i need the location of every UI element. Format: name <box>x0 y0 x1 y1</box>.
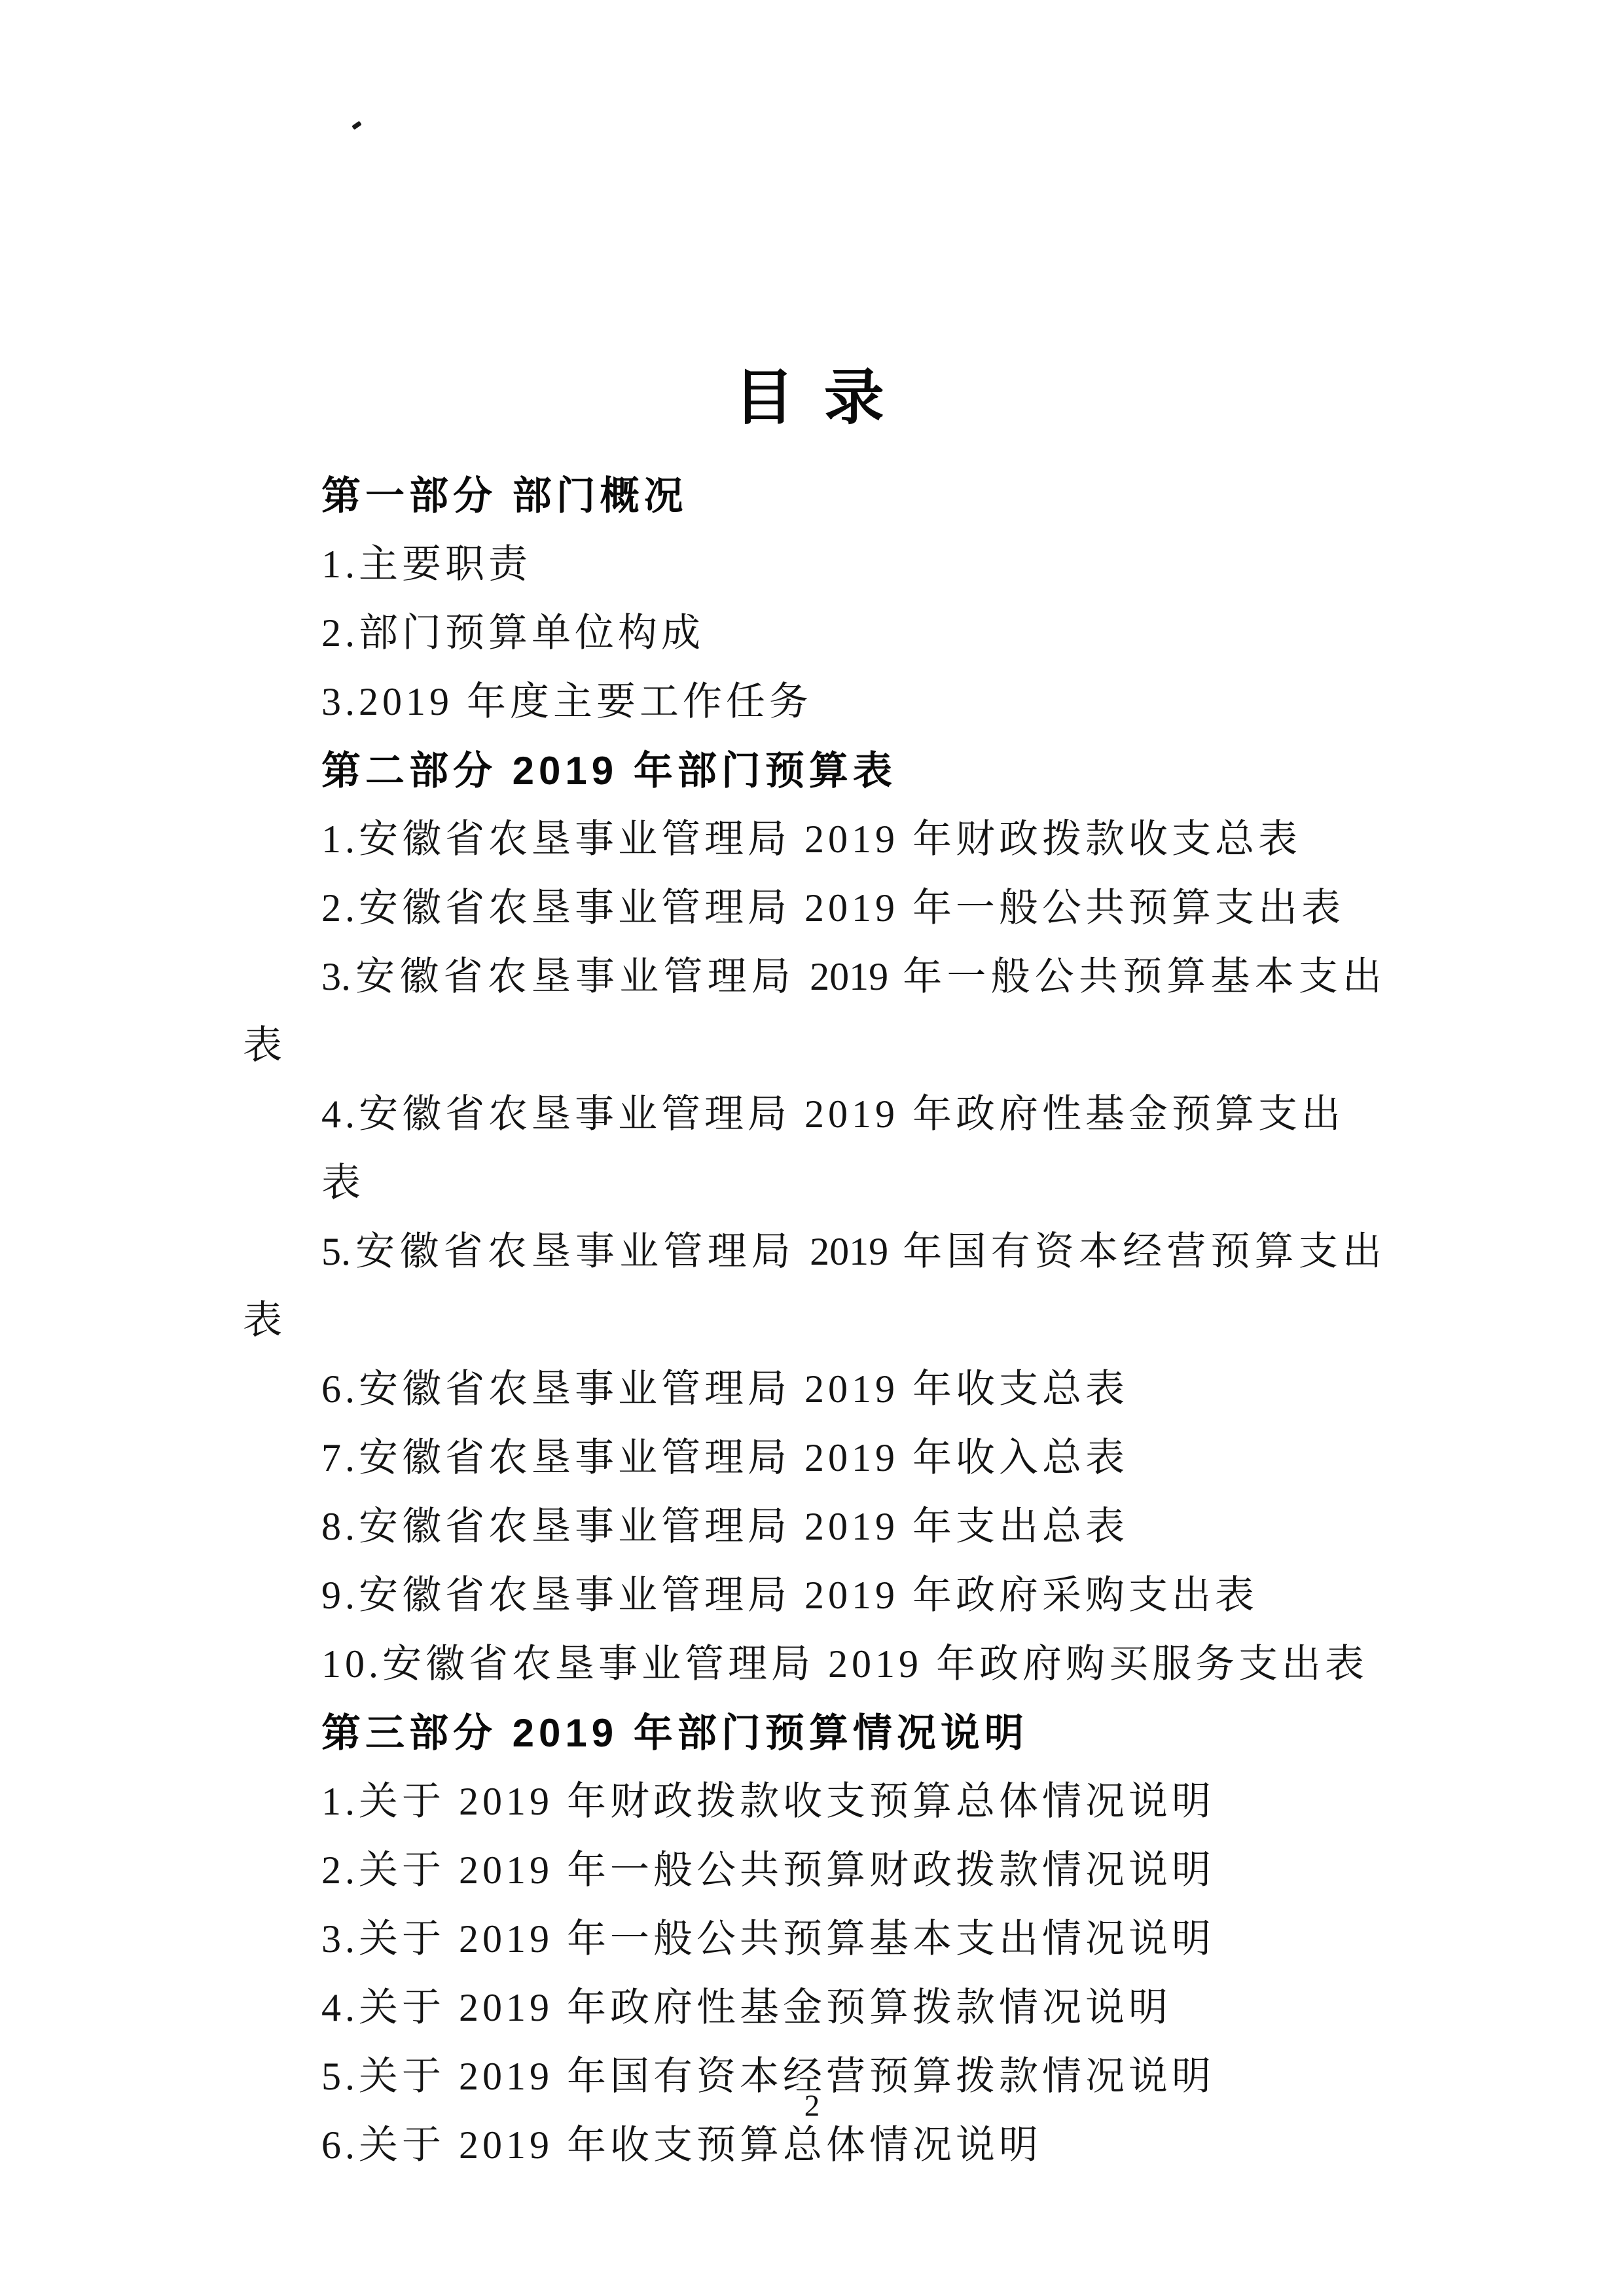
toc-item: 6.关于 2019 年收支预算总体情况说明 <box>321 2123 1042 2167</box>
toc-item: 5.关于 2019 年国有资本经营预算拨款情况说明 <box>321 2055 1215 2098</box>
scan-speck-artifact <box>352 121 361 130</box>
toc-section-heading: 第二部分 2019 年部门预算表 <box>321 749 897 793</box>
toc-item: 1.关于 2019 年财政拨款收支预算总体情况说明 <box>321 1780 1215 1823</box>
toc-item: 2.部门预算单位构成 <box>321 611 704 655</box>
page-number: 2 <box>804 2089 820 2123</box>
toc-item: 6.安徽省农垦事业管理局 2019 年收支总表 <box>321 1367 1128 1411</box>
toc-lines <box>243 461 1382 2180</box>
toc-item: 9.安徽省农垦事业管理局 2019 年政府采购支出表 <box>321 1574 1258 1617</box>
toc-item: 4.安徽省农垦事业管理局 2019 年政府性基金预算支出表 <box>321 1093 1344 1204</box>
toc-item: 2.安徽省农垦事业管理局 2019 年一般公共预算支出表 <box>321 886 1344 930</box>
toc-section-heading: 第三部分 2019 年部门预算情况说明 <box>321 1711 1028 1755</box>
toc-item: 3.关于 2019 年一般公共预算基本支出情况说明 <box>321 1917 1215 1961</box>
page-title: 目 录 <box>734 365 891 431</box>
toc-item: 4.关于 2019 年政府性基金预算拨款情况说明 <box>321 1986 1172 2029</box>
toc-item: 8.安徽省农垦事业管理局 2019 年支出总表 <box>321 1505 1128 1548</box>
toc-item: 1.安徽省农垦事业管理局 2019 年财政拨款收支总表 <box>321 818 1301 861</box>
toc-item: 2.关于 2019 年一般公共预算财政拨款情况说明 <box>321 1849 1215 1892</box>
toc-item-continuation: 表 <box>243 1299 286 1342</box>
toc-item: 10.安徽省农垦事业管理局 2019 年政府购买服务支出表 <box>321 1642 1368 1686</box>
toc-item: 5.安徽省农垦事业管理局 2019 年国有资本经营预算支出 <box>321 1230 1382 1273</box>
toc-item: 1.主要职责 <box>321 543 532 586</box>
toc-content <box>243 363 1382 2180</box>
toc-section-heading: 第一部分 部门概况 <box>321 474 688 518</box>
toc-item-continuation: 表 <box>243 1024 286 1067</box>
toc-item: 7.安徽省农垦事业管理局 2019 年收入总表 <box>321 1436 1128 1479</box>
toc-item: 3.安徽省农垦事业管理局 2019 年一般公共预算基本支出 <box>321 955 1382 998</box>
toc-item: 3.2019 年度主要工作任务 <box>321 680 812 723</box>
